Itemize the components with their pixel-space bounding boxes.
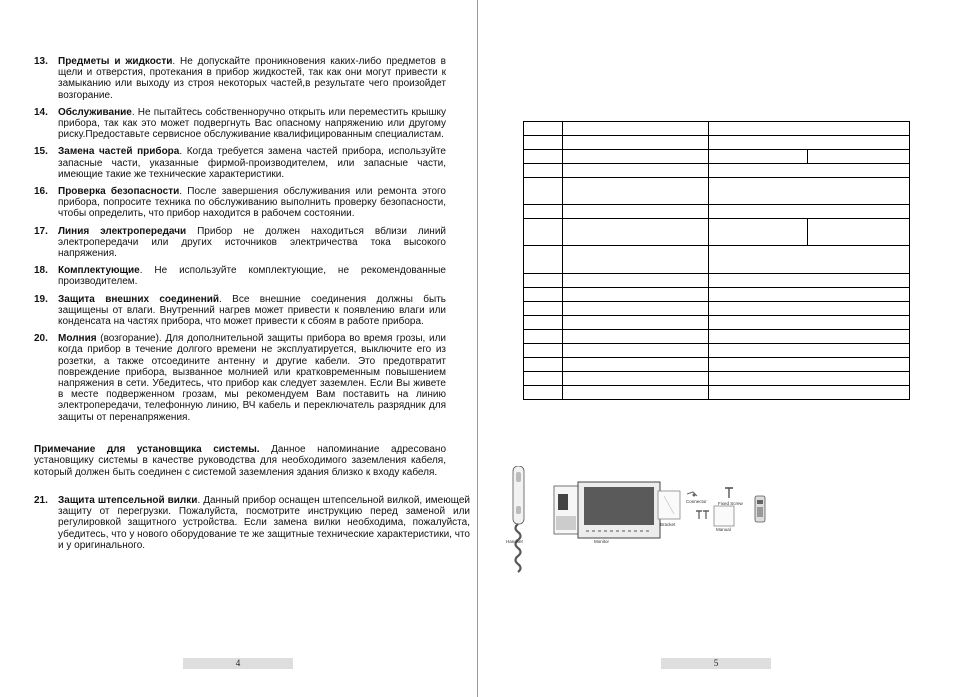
list-item: 18. Комплектующие. Не используйте комплектующие, не рекомендованные производителем. [34, 265, 446, 288]
manual-label: Manual [716, 527, 731, 532]
monitor-drawing [554, 482, 660, 538]
table-row [524, 274, 910, 288]
table-row [524, 164, 910, 178]
handset-label: Handset [506, 539, 523, 544]
list-item: 13. Предметы и жидкости. Не допускайте проникновения каких-либо предметов в щели и отверстия, протекания в прибор жидкостей, так как они могут привести к замыканию или выходу из строя некоторых частей,в результате чего произойдет возгорание. [34, 56, 446, 101]
manual-drawing [714, 506, 734, 526]
table-row [524, 288, 910, 302]
item-title: Защита внешних соединений [58, 293, 220, 305]
table-row [524, 219, 910, 246]
connector-label: Connector [686, 499, 707, 504]
package-contents-drawing [500, 466, 780, 576]
table-row [524, 205, 910, 219]
table-row [524, 150, 910, 164]
remote-drawing [755, 496, 765, 522]
item-text: (возгорание). Для дополнительной защиты прибора во время грозы, или когда прибор в течение долгого времени не эксплуатируется, выключите его из розетки, а также отсоедините антенну и другие кабели. Это предотвратит повреждение прибора, вызванное молнией или кратковременным повышением напряжения в сети. Убедитесь, что прибор как следует заземлен. Если Вы живете в месте подверженном грозам, мы рекомендуем Вам поставить на линию электропередачи, телефонную линию, ВЧ кабель и переключатель разрядник для защиты от перенапряжения. [58, 333, 446, 423]
table-row [524, 122, 910, 136]
right-page [478, 0, 954, 697]
list-item: 20. Молния (возгорание). Для дополнительной защиты прибора во время грозы, или когда прибор в течение долгого времени не эксплуатируется, выключите его из розетки, а также отсоедините антенну и другие кабели. Это предотвратит повреждение прибора, вызванное молнией или кратковременным повышением напряжения в сети. Убедитесь, что прибор как следует заземлен. Если Вы живете в месте подверженном грозам, мы рекомендуем Вам поставить на линию электропередачи, телефонную линию, ВЧ кабель и переключатель разрядник для защиты от перенапряжения. [34, 333, 446, 423]
item-text: . После завершения обслуживания или ремонта этого прибора, попросите техника по обслуживанию выполнить проверку безопасности, чтобы определить, что прибор находится в рабочем состоянии. [58, 186, 446, 220]
item-text: . Не допускайте проникновения каких-либо предметов в щели и отверстия, протекания в прибор жидкостей, так как они могут привести к замыканию или выходу из строя некоторых частей,в результате чего произойдет возгорание. [58, 56, 446, 101]
monitor-label: Monitor [594, 539, 610, 544]
item-title: Молния [58, 333, 97, 345]
table-row [524, 372, 910, 386]
table-row [524, 302, 910, 316]
item-text: . Не используйте комплектующие, не рекомендованные производителем. [58, 265, 446, 288]
bracket-label: Bracket [660, 522, 676, 527]
table-row [524, 178, 910, 205]
item-title: Замена частей прибора [58, 146, 180, 158]
safety-instructions-list [34, 56, 446, 429]
item-text: . Данный прибор оснащен штепсельной вилкой, имеющей защиту от перегрузки. Пожалуйста, посмотрите инструкцию перед заменой или регулировкой защитного устройства. Если замена вилки необходима, пожалуйста, убедитесь, что у нового оборудование те же защитные технические характеристики, что и у оригинального. [58, 495, 470, 551]
list-item: 15. Замена частей прибора. Когда требуется замена частей прибора, используйте запасные части, указанные фирмой-производителем, или запасные части, имеющие такие же технические характеристики. [34, 146, 446, 180]
table-row [524, 316, 910, 330]
page-number: 4 [183, 658, 293, 669]
fixed-screw-label: Fixed Screw [718, 501, 743, 506]
item-title: Проверка безопасности [58, 186, 180, 198]
item-title: Комплектующие [58, 265, 140, 277]
note-title: Примечание для установщика системы. [34, 444, 260, 455]
item-title: Обслуживание [58, 106, 132, 118]
list-item: 19. Защита внешних соединений. Все внешние соединения должны быть защищены от влаги. Внутренний нагрев может привести к появлению влаги или конденсата на частях прибора, что может привести к сбоям в работе прибора. [34, 293, 446, 328]
item-title: Защита штепсельной вилки [58, 495, 198, 506]
item-title: Предметы и жидкости [58, 56, 173, 67]
table-row [524, 246, 910, 274]
item-text: Прибор не должен находиться вблизи линий электропередачи или других источников электричества тока высокого напряжения. [58, 225, 446, 260]
list-item-21: 21. Защита штепсельной вилки. Данный прибор оснащен штепсельной вилкой, имеющей защиту от перегрузки. Пожалуйста, посмотрите инструкцию перед заменой или регулировкой защитного устройства. Если замена вилки необходима, пожалуйста, убедитесь, что у нового оборудование те же защитные технические характеристики, что и у оригинального. [34, 495, 470, 551]
page-number: 5 [661, 658, 771, 669]
item-text: . Когда требуется замена частей прибора, используйте запасные части, указанные фирмой-производителем, или запасные части, имеющие такие же технические характеристики. [58, 146, 446, 180]
item-title: Линия электропередачи [58, 225, 187, 237]
list-item: 17. Линия электропередачи Прибор не должен находиться вблизи линий электропередачи или других источников электричества тока высокого напряжения. [34, 225, 446, 260]
list-item: 14. Обслуживание. Не пытайтесь собственноручно открыть или переместить крышку прибора, так как это может подвергнуть Вас опасному напряжению или другому риску.Предоставьте сервисное обслуживание квалифицированным специалистам. [34, 106, 446, 141]
table-row [524, 386, 910, 400]
bracket-drawing [658, 491, 680, 519]
specifications-table [523, 121, 910, 400]
package-contents-illustration [500, 466, 780, 576]
table-row [524, 136, 910, 150]
table-row [524, 358, 910, 372]
item-text: . Не пытайтесь собственноручно открыть или переместить крышку прибора, так как это может подвергнуть Вас опасному напряжению или другому риску.Предоставьте сервисное обслуживание квалифицированным специалистам. [58, 106, 446, 141]
item-text: . Все внешние соединения должны быть защищены от влаги. Внутренний нагрев может привести к появлению влаги или конденсата на частях прибора, что может привести к сбоям в работе прибора. [58, 293, 446, 328]
table-row [524, 344, 910, 358]
list-item: 16. Проверка безопасности. После завершения обслуживания или ремонта этого прибора, попросите техника по обслуживанию выполнить проверку безопасности, чтобы определить, что прибор находится в рабочем состоянии. [34, 186, 446, 220]
note-text: Данное напоминание адресовано установщику системы в качестве руководства для необходимого заземления кабеля, который должен быть соединен с системой заземления здания близко к входу кабеля. [34, 444, 447, 478]
installer-note [34, 444, 446, 478]
connector-drawing [687, 492, 697, 497]
table-row [524, 330, 910, 344]
handset-drawing [513, 466, 524, 572]
